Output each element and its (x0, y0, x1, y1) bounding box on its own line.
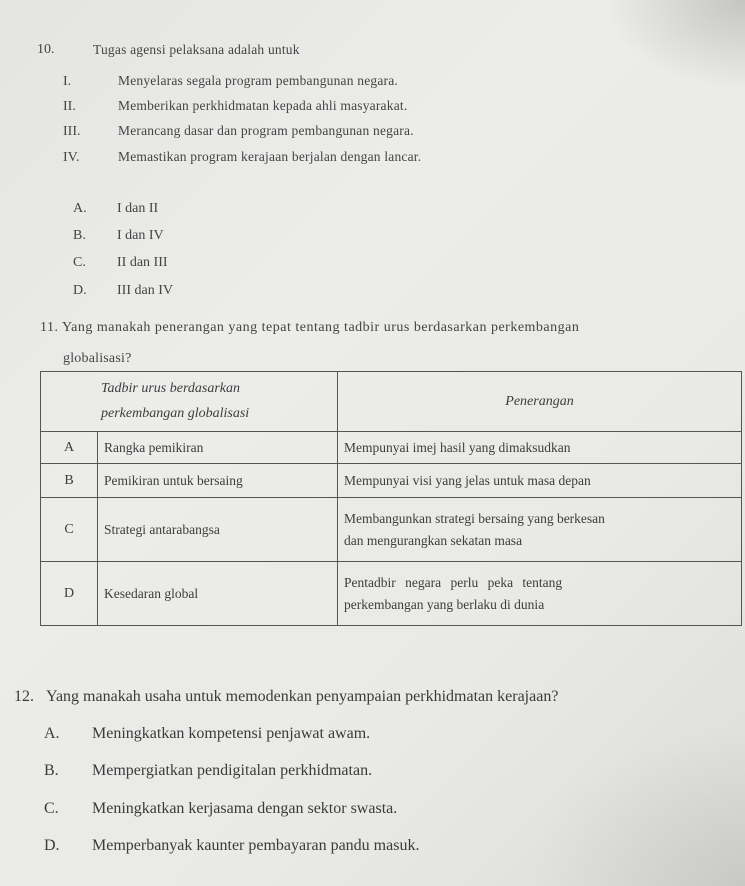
penerangan-line: Membangunkan strategi bersaing yang berkesan (344, 510, 605, 526)
statement-number: I. (63, 74, 72, 89)
header-line: Tadbir urus berdasarkan (101, 381, 240, 396)
question-stem-continued: globalisasi? (63, 351, 132, 366)
option-text: I dan IV (117, 228, 164, 243)
penerangan-line: dan mengurangkan sekatan masa (344, 532, 523, 548)
table-row (41, 562, 742, 626)
option-text: Meningkatkan kompetensi penjawat awam. (92, 725, 371, 742)
option-letter: B. (44, 762, 59, 779)
column-header-tadbir-urus (41, 372, 338, 432)
option-letter: B. (73, 228, 86, 243)
row-label: C (41, 498, 98, 562)
statement-number: IV. (63, 150, 80, 165)
statement-number: III. (63, 124, 81, 139)
column-header-penerangan: Penerangan (338, 372, 742, 432)
option-text: I dan II (117, 201, 159, 216)
question-number: 10. (37, 42, 55, 57)
statement-text: Merancang dasar dan program pembangunan negara. (118, 123, 414, 138)
question-stem: Tugas agensi pelaksana adalah untuk (93, 42, 300, 57)
penerangan-cell: Mempunyai visi yang jelas untuk masa depan (338, 464, 742, 498)
option-text: Memperbanyak kaunter pembayaran pandu masuk. (92, 837, 420, 854)
answer-table (40, 371, 742, 626)
option-letter: A. (73, 201, 87, 216)
option-letter: C. (44, 800, 59, 817)
tadbir-urus-cell: Rangka pemikiran (98, 432, 338, 464)
option-letter: D. (73, 283, 87, 298)
statement-text: Memberikan perkhidmatan kepada ahli masyarakat. (118, 98, 408, 113)
header-line: perkembangan globalisasi (101, 405, 250, 421)
tadbir-urus-cell: Pemikiran untuk bersaing (98, 464, 338, 498)
statement-text: Menyelaras segala program pembangunan negara. (118, 73, 399, 88)
page-shadow (605, 0, 745, 90)
question-stem: Yang manakah usaha untuk memodenkan penyampaian perkhidmatan kerajaan? (46, 688, 559, 705)
question-number: 12. (14, 688, 34, 705)
penerangan-line: Pentadbir negara perlu peka tentang (344, 574, 563, 590)
tadbir-urus-cell: Kesedaran global (98, 562, 338, 626)
table-row (41, 432, 742, 464)
option-text: Meningkatkan kerjasama dengan sektor swasta. (92, 800, 398, 817)
table-row (41, 464, 742, 498)
option-text: II dan III (117, 255, 168, 270)
penerangan-cell: Mempunyai imej hasil yang dimaksudkan (338, 432, 742, 464)
penerangan-line: perkembangan yang berlaku di dunia (344, 596, 545, 612)
penerangan-cell (338, 498, 742, 562)
question-stem: 11. Yang manakah penerangan yang tepat tentang tadbir urus berdasarkan perkembangan (40, 320, 580, 335)
row-label: B (41, 464, 98, 498)
statement-text: Memastikan program kerajaan berjalan dengan lancar. (118, 149, 422, 164)
option-letter: C. (73, 255, 86, 270)
table-row (41, 498, 742, 562)
option-text: Mempergiatkan pendigitalan perkhidmatan. (92, 762, 373, 779)
penerangan-cell (338, 562, 742, 626)
option-text: III dan IV (117, 283, 173, 298)
row-label: D (41, 562, 98, 626)
table-header-row (41, 372, 742, 432)
tadbir-urus-cell: Strategi antarabangsa (98, 498, 338, 562)
page-shadow (525, 726, 745, 886)
statement-number: II. (63, 99, 76, 114)
option-letter: D. (44, 837, 60, 854)
option-letter: A. (44, 725, 60, 742)
row-label: A (41, 432, 98, 464)
